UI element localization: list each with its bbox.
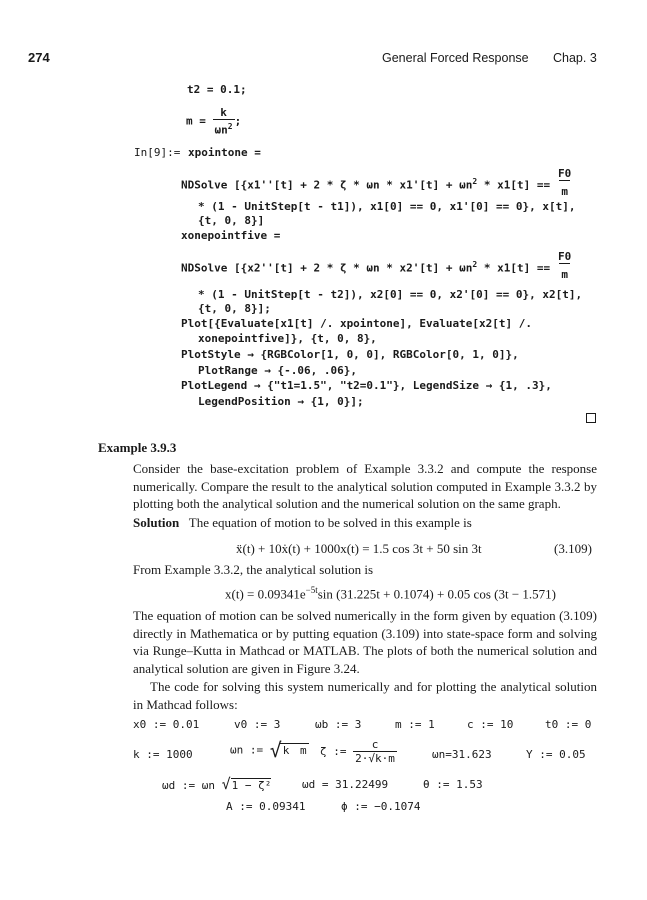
equation-3-109: ẍ(t) + 10ẋ(t) + 1000x(t) = 1.5 cos 3t + 50 sin 3t [236, 541, 482, 556]
mathcad-Y: Y := 0.05 [526, 748, 586, 761]
mathcad-theta: θ := 1.53 [423, 778, 483, 791]
mathcad-A: A := 0.09341 [226, 800, 306, 813]
mathcad-k: k := 1000 [133, 748, 193, 761]
mathcad-wd-def: ωd := ωn √1 − ζ² [162, 775, 272, 793]
example-para2: The equation of motion can be solved numerically in the form given by equation (3.109) directly in Mathematica or by putting equation (3.109) into state-space form and solving via Runge–Kutta in Mathcad or MATLAB. The plots of both the numerical solution and analytical solution are given in Figure 3.24. [133, 608, 597, 676]
code-m-lhs: m = [186, 114, 206, 128]
from-example-text: From Example 3.3.2, the analytical solution is [133, 562, 374, 577]
solution-label: Solution [133, 515, 180, 530]
analytical-solution: $x(t) = 0.09341e^{-5t}\sin$ (31.225t + 0.1074) + 0.05 cos (3t − 1.571) [225, 585, 556, 602]
code-ndsolve2-fraction: $\frac{F0}{m}$ [558, 250, 572, 281]
mathcad-wn-value: ωn=31.623 [432, 748, 492, 761]
mathcad-wd-value: ωd = 31.22499 [302, 778, 389, 791]
code-plot-line: PlotRange → {-.06, .06}, [198, 364, 357, 377]
code-m-den: $\omega n^2$ [213, 119, 235, 137]
code-m-end: ; [234, 114, 242, 128]
example-para1: Consider the base-excitation problem of Example 3.3.2 and compute the response numerically. Compare the result to the analytical solution computed in Example 3.3.2 by plotting both the analytical solution and the numerical solution on the same graph. [133, 461, 597, 512]
mathcad-v0: v0 := 3 [234, 718, 281, 731]
code-plot-line: xonepointfive]}, {t, 0, 8}, [198, 332, 377, 345]
running-title: General Forced Response [382, 51, 529, 65]
mathcad-zeta-def: ζ := $\frac{c}{2\cdot√k\cdot m}$ [320, 738, 395, 765]
solution-text: The equation of motion to be solved in this example is [188, 515, 472, 530]
code-ndsolve1-line2: * (1 - UnitStep[t - t1]), x1[0] == 0, x1'[0] == 0}, x[t], [198, 200, 576, 213]
code-plot-line: PlotLegend → {"t1=1.5", "t2=0.1"}, LegendSize → {1, .3}, [181, 379, 552, 392]
chapter-label: Chap. 3 [553, 51, 597, 65]
example-title: Example 3.9.3 [98, 440, 177, 455]
mathcad-wb: ωb := 3 [315, 718, 362, 731]
code-xpointone: xpointone = [188, 146, 261, 159]
code-ndsolve2-line3: {t, 0, 8}]; [198, 302, 271, 315]
mathcad-wn-def: ωn := √k m [230, 738, 307, 762]
solution-line [133, 515, 472, 531]
code-m-line [186, 106, 241, 137]
mathcad-c: c := 10 [467, 718, 514, 731]
equation-number: (3.109) [554, 541, 592, 556]
code-ndsolve1-line1: NDSolve [{$x1''[t] + 2 * \zeta * \omega n * x1'[t] + \omega n^2 * x1[t]$ == [181, 177, 551, 192]
code-plot-line: LegendPosition → {1, 0}]; [198, 395, 364, 408]
code-ndsolve2-line2: * (1 - UnitStep[t - t2]), x2[0] == 0, x2'[0] == 0}, x2[t], [198, 288, 583, 301]
in9-prompt: In[9]:= [134, 146, 181, 159]
end-of-example-box [586, 413, 596, 423]
mathcad-phi: ϕ := −0.1074 [341, 800, 421, 813]
code-m-num: k [220, 106, 227, 119]
mathcad-x0: x0 := 0.01 [133, 718, 200, 731]
code-xonepointfive: xonepointfive = [181, 229, 281, 242]
mathcad-m: m := 1 [395, 718, 435, 731]
mathcad-t0: t0 := 0 [545, 718, 592, 731]
code-ndsolve1-fraction: $\frac{F0}{m}$ [558, 167, 572, 198]
code-t2-line: t2 = 0.1; [187, 83, 247, 96]
code-m-fraction [213, 106, 235, 137]
code-ndsolve2-line1: NDSolve [{$x2''[t] + 2 * \zeta * \omega n * x2'[t] + \omega n^2 * x1[t]$ == [181, 260, 551, 275]
page-number: 274 [28, 50, 50, 65]
example-para3: The code for solving this system numerically and for plotting the analytical solution in Mathcad follows: [133, 679, 597, 712]
code-ndsolve1-line3: {t, 0, 8}] [198, 214, 265, 227]
code-plot-line: PlotStyle → {RGBColor[1, 0, 0], RGBColor[0, 1, 0]}, [181, 348, 519, 361]
code-plot-line: Plot[{Evaluate[x1[t] /. xpointone], Evaluate[x2[t] /. [181, 317, 532, 330]
